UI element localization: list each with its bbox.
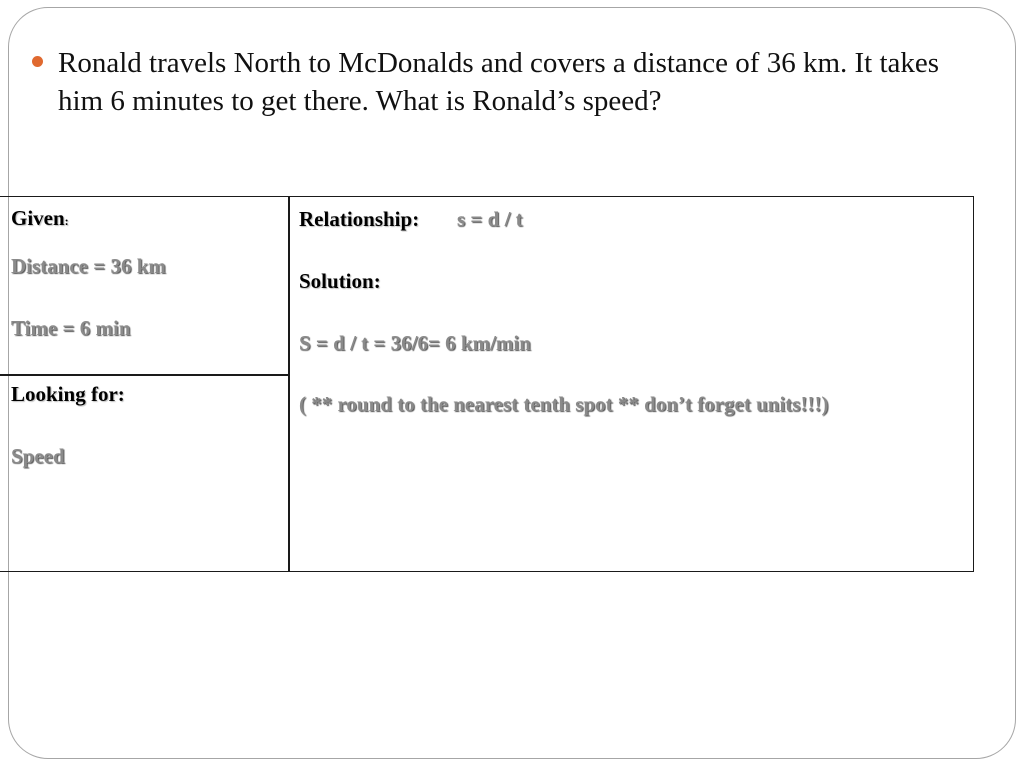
bullet-dot-icon (32, 56, 43, 67)
looking-for-cell (0, 374, 290, 572)
given-time: Time = 6 min (11, 316, 131, 340)
relationship-formula: s = d / t (457, 207, 523, 231)
given-colon: : (64, 214, 69, 228)
given-label: Given (11, 206, 65, 230)
given-distance: Distance = 36 km (11, 254, 166, 278)
solution-cell (288, 196, 974, 572)
given-cell (0, 196, 290, 376)
looking-for-value: Speed (11, 444, 65, 468)
looking-for-label: Looking for: (11, 382, 125, 406)
question-text: Ronald travels North to McDonalds and covers a distance of 36 km. It takes him 6 minutes to get there. What is Ronald’s speed? (58, 47, 940, 117)
solution-formula: S = d / t = 36/6= 6 km/min (299, 331, 531, 355)
relationship-label: Relationship: (299, 207, 420, 231)
solution-label: Solution: (299, 269, 381, 293)
worksheet-table (0, 196, 974, 572)
given-heading (11, 205, 69, 234)
rounding-note: ( ** round to the nearest tenth spot ** don’t forget units!!!) (299, 392, 829, 416)
